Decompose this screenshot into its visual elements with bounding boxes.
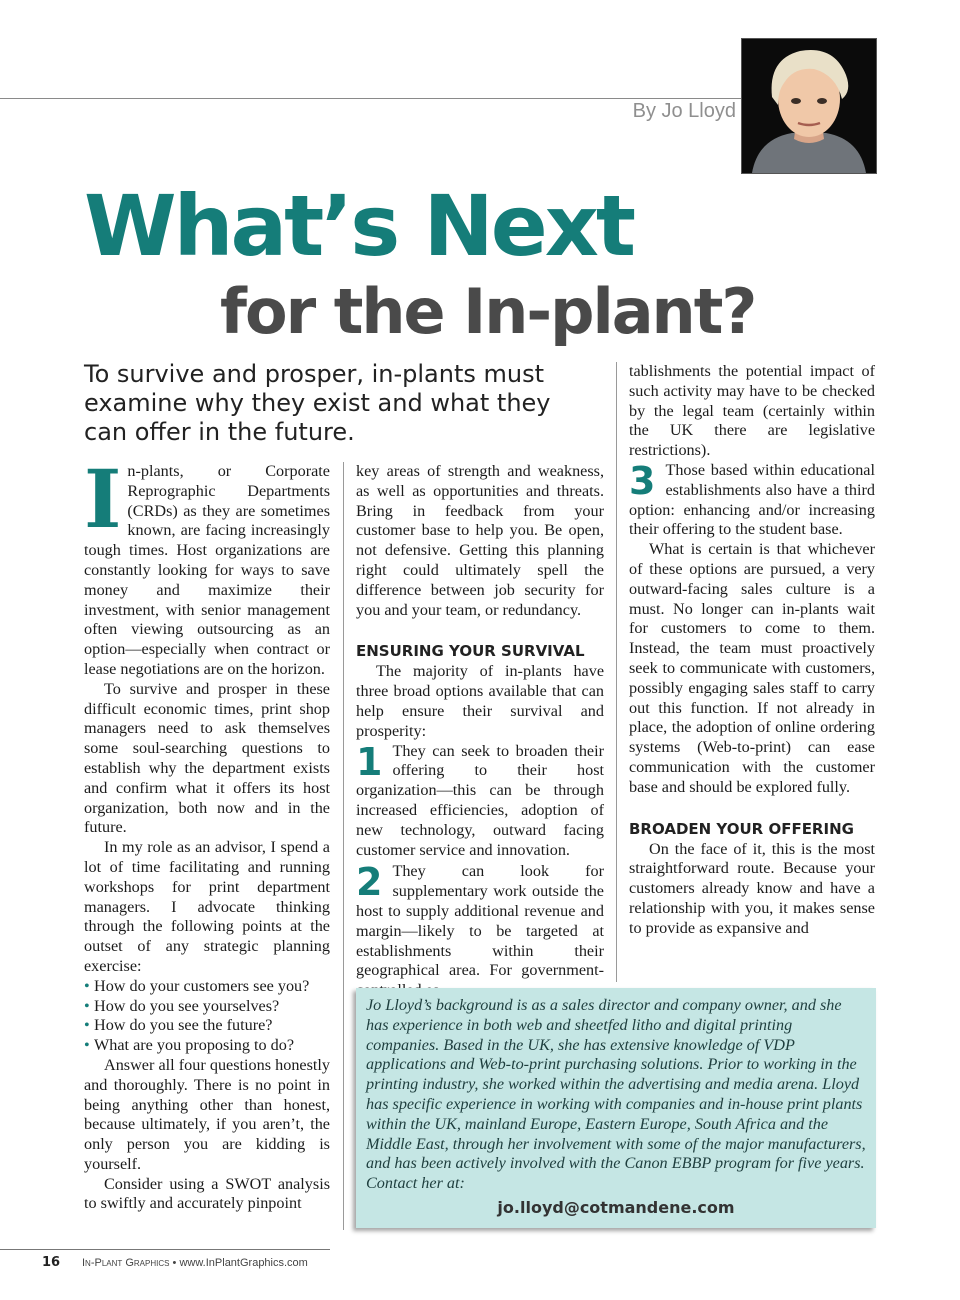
- footer-rule: [0, 1249, 330, 1250]
- paragraph: tablishments the potential impact of such activity may have to be checked by the legal team (certainly within the UK there are legislative restrictions).: [629, 362, 875, 460]
- numbered-item-3: 3 Those based within educational establishments also have a third option: enhancing and/or increasing their offering to the student base.: [629, 458, 875, 539]
- paragraph: What is certain is that whichever of these options are pursued, a very outward-facing sales culture is a must. No longer can in-plants wait for customers to come to them. Instead, the team must proactively seek to communicate with customers, possibly engaging sales staff to carry out this function. If not already in place, the adoption of online ordering systems (Web-to-print) can ease communication with the customer base and should be explored fully.: [629, 540, 875, 796]
- paragraph: Consider using a SWOT analysis to swiftly and accurately pinpoint: [84, 1174, 330, 1213]
- website-link[interactable]: www.InPlantGraphics.com: [179, 1257, 308, 1269]
- drop-cap: I: [84, 452, 122, 546]
- page-number: 16: [42, 1255, 61, 1270]
- list-item: • How do you see yourselves?: [84, 997, 330, 1017]
- numbered-item-2: 2 They can look for supplementary work outside the host to supply additional revenue and margin—likely to be targeted at establishments within their geographical area. For government-: [356, 860, 604, 980]
- headline-line-1: What’s Next: [84, 177, 634, 275]
- footer-separator: •: [172, 1257, 177, 1269]
- list-item: • How do you see the future?: [84, 1016, 330, 1036]
- intro-paragraph: [84, 452, 330, 680]
- column-divider: [343, 462, 344, 1230]
- paragraph: In my role as an advisor, I spend a lot of time facilitating and running workshops for print department managers. I advocate thinking through the following points at the outset of any strategic planning exercise:: [84, 838, 330, 975]
- paragraph: To survive and prosper in these difficult economic times, print shop managers need to ask themselves some soul-searching questions to establish why the department exists and confirm what it offers its host organization, both now and in the future.: [84, 679, 330, 837]
- author-email-link[interactable]: jo.lloyd@cotmandene.com: [497, 1198, 735, 1217]
- byline: By Jo Lloyd: [632, 100, 736, 122]
- footer-credit: [82, 1257, 308, 1269]
- article-column-3: [629, 362, 875, 939]
- paragraph: key areas of strength and weakness, as well as opportunities and threats. Bring in feedback from your customer base to help you. Be open, not defensive. Getting this planning right could ultimately spell the difference between job security for you and your team, or redundancy.: [356, 462, 604, 619]
- number-3: 3: [629, 458, 656, 503]
- author-portrait-image: [742, 39, 876, 173]
- paragraph: The majority of in-plants have three broad options available that can help ensure their survival and prosperity:: [356, 662, 604, 740]
- intro-text: n-plants, or Corporate Reprographic Departments (CRDs) as they are sometimes known, are facing increasingly tough times. Host organizations are constantly looking for ways to save money and maximize their investment, with senior management often viewing outsourcing as an option—especially when contract or lease negotiations are on the horizon.: [84, 462, 330, 678]
- author-photo: [741, 38, 877, 174]
- list-item: • How do your customers see you?: [84, 977, 330, 997]
- number-2: 2: [356, 860, 383, 905]
- headline-line-2: for the In-plant?: [220, 275, 756, 348]
- subhead-broaden-offering: BROADEN YOUR OFFERING: [629, 819, 854, 838]
- article-column-2: [356, 462, 604, 1001]
- header-rule: [0, 98, 742, 99]
- numbered-item-1: 1 They can seek to broaden their offering to their host organization—this can be through increased efficiencies, adoption of new technology, outward facing customer service and innovation.: [356, 739, 604, 859]
- paragraph: Answer all four questions honestly and thoroughly. There is no point in being anything other than honest, because ultimately, if you aren’t, the only person you are kidding is yourself.: [84, 1055, 330, 1173]
- article-column-1: [84, 452, 330, 1214]
- number-1: 1: [356, 739, 383, 784]
- question-list: [84, 977, 330, 1056]
- list-item: • What are you proposing to do?: [84, 1036, 330, 1056]
- deck-subtitle: To survive and prosper, in-plants must examine why they exist and what they can offer in the future.: [84, 360, 551, 446]
- paragraph: On the face of it, this is the most straightforward route. Because your customers already know and have a relationship with you, it makes sense to provide as expansive and: [629, 839, 875, 937]
- subhead-ensuring-survival: ENSURING YOUR SURVIVAL: [356, 642, 585, 661]
- column-divider: [616, 362, 617, 982]
- author-bio-text: Jo Lloyd’s background is as a sales director and company owner, and she has experience in both web and sheetfed litho and digital printing companies. Based in the UK, she has extensive knowledge of VDP applications and Web-to-print purchasing solutions. Prior to working in the printing industry, she worked within the advertising and media arena. Lloyd has specific experience in working with companies and in-house print plants within the UK, mainland Europe, Eastern Europe, South Africa and the Middle East, through her involvement with some of the major manufacturers, and has been actively involved with the Canon EBBP program for five years. Contact her at:: [366, 996, 866, 1193]
- magazine-name: In-Plant Graphics: [82, 1257, 170, 1269]
